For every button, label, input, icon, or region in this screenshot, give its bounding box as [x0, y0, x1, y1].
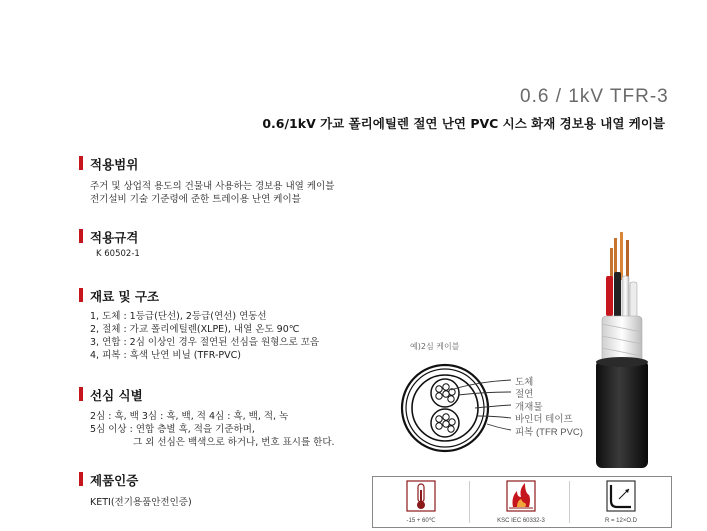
diagram-label-conductor: 도체: [515, 377, 534, 388]
material-line-3: 3, 연합 : 2심 이상인 경우 절연된 선심을 원형으로 꼬음: [90, 337, 320, 348]
property-icons-box: [372, 476, 672, 528]
section-marker: [79, 472, 83, 486]
section-marker: [79, 156, 83, 170]
core-id-line-1: 2심 : 흑, 백 3심 : 흑, 백, 적 4심 : 흑, 백, 적, 녹: [90, 411, 289, 422]
material-line-1: 1, 도체 : 1등급(단선), 2등급(연선) 연동선: [90, 311, 267, 322]
certification-line-1: KETI(전기용품안전인증): [90, 497, 192, 508]
cable-product-image: [580, 226, 660, 471]
divider: [469, 481, 470, 523]
application-line-1: 주거 및 상업적 용도의 건물내 사용하는 경보용 내열 케이블: [90, 181, 335, 192]
diagram-label-insulation: 절연: [515, 389, 534, 400]
core-id-line-3: 그 외 선심은 백색으로 하거나, 번호 표시를 한다.: [133, 437, 335, 448]
bend-radius-caption: R = 12×O.D: [604, 518, 637, 524]
core-upper: [431, 379, 459, 407]
divider: [569, 481, 570, 523]
section-heading-material: 재료 및 구조: [90, 289, 160, 304]
section-heading-standard: 적용규격: [90, 230, 139, 245]
diagram-label-sheath: 피복 (TFR PVC): [515, 427, 583, 438]
product-title: 0.6/1kV 가교 폴리에틸렌 절연 난연 PVC 시스 화재 경보용 내열 케이블: [262, 116, 665, 131]
product-code: 0.6 / 1kV TFR-3: [520, 86, 669, 107]
diagram-label-binder-tape: 바인더 테이프: [515, 414, 573, 425]
section-marker: [79, 229, 83, 243]
flame-icon: [473, 477, 569, 517]
section-marker: [79, 387, 83, 401]
standard-line-1: K 60502-1: [96, 249, 140, 259]
section-heading-core-id: 선심 식별: [90, 388, 143, 403]
section-marker: [79, 288, 83, 302]
property-bend-radius: [573, 477, 669, 527]
material-line-2: 2, 절체 : 가교 폴리에틸렌(XLPE), 내열 온도 90℃: [90, 324, 300, 335]
temperature-caption: -15 + 60℃: [406, 518, 436, 524]
property-temperature: [373, 477, 469, 527]
diagram-label-filler: 개재물: [515, 402, 543, 413]
bend-radius-icon: [573, 477, 669, 517]
property-flame: [473, 477, 569, 527]
diagram-caption: 예)2심 케이블: [410, 342, 460, 351]
application-line-2: 전기설비 기술 기준령에 준한 트레이용 난연 케이블: [90, 194, 301, 205]
core-lower: [431, 409, 459, 437]
core-id-line-2: 5심 이상 : 연합 층별 흑, 적을 기준하며,: [90, 424, 255, 435]
material-line-4: 4, 피복 : 흑색 난연 비닐 (TFR-PVC): [90, 350, 241, 361]
thermometer-icon: [373, 477, 469, 517]
section-heading-certification: 제품인증: [90, 473, 139, 488]
flame-caption: KSC IEC 60332-3: [497, 518, 545, 524]
section-heading-application: 적용범위: [90, 157, 139, 172]
